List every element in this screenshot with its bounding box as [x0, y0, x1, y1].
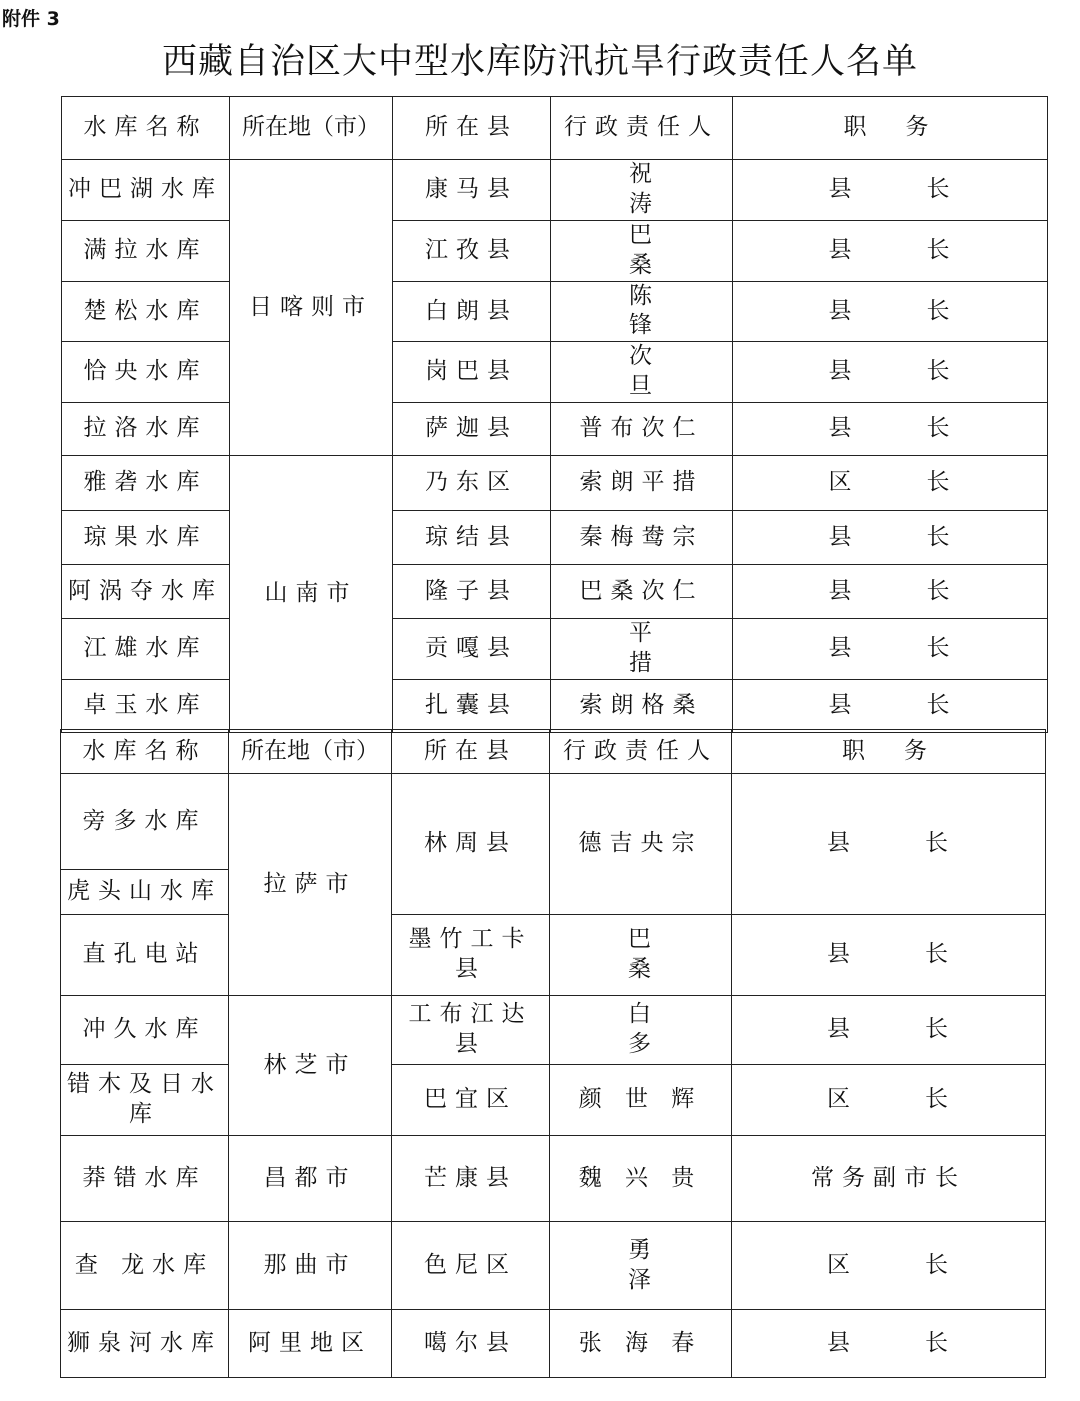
duty-title: 常务副市长: [732, 1136, 1046, 1222]
county-name: 工布江达县: [392, 996, 550, 1065]
reservoir-name: 狮泉河水库: [61, 1310, 229, 1378]
reservoir-name: 雅砻水库: [62, 456, 230, 511]
table-header-row: [62, 97, 1048, 160]
county-name: 岗巴县: [393, 342, 551, 403]
header-duty: 职 务: [733, 97, 1048, 160]
city-name: 山南市: [230, 456, 393, 733]
reservoir-name: 虎头山水库: [61, 870, 229, 915]
county-name: 芒康县: [392, 1136, 550, 1222]
reservoir-name: 恰央水库: [62, 342, 230, 403]
county-name: 贡嘎县: [393, 619, 551, 680]
reservoir-name: 直孔电站: [61, 915, 229, 996]
person-name: 张 海 春: [550, 1310, 732, 1378]
table-row: [62, 511, 1048, 565]
city-name: 那曲市: [229, 1222, 392, 1310]
header-county: 所在县: [393, 97, 551, 160]
duty-title: 区 长: [732, 1222, 1046, 1310]
county-name: 扎囊县: [393, 679, 551, 732]
person-name: 勇 泽: [550, 1222, 732, 1310]
header-city: 所在地（市）: [229, 730, 392, 774]
table-row: [61, 915, 1046, 996]
reservoir-name: 冲久水库: [61, 996, 229, 1065]
table-row: [62, 565, 1048, 619]
duty-title: 县 长: [732, 774, 1046, 915]
table-row: [62, 456, 1048, 511]
county-name: 色尼区: [392, 1222, 550, 1310]
table-row: [61, 1065, 1046, 1136]
city-name: 阿里地区: [229, 1310, 392, 1378]
table-row: [61, 1222, 1046, 1310]
person-name: 颜 世 辉: [550, 1065, 732, 1136]
table-row: [61, 774, 1046, 870]
county-name: 噶尔县: [392, 1310, 550, 1378]
county-name: 林周县: [392, 774, 550, 915]
responsibility-table-1: [61, 96, 1048, 733]
reservoir-name: 阿涡夺水库: [62, 565, 230, 619]
table-row: [62, 403, 1048, 456]
duty-title: 县 长: [733, 281, 1048, 342]
duty-title: 县 长: [733, 619, 1048, 680]
person-name: 索朗平措: [551, 456, 733, 511]
header-duty: 职 务: [732, 730, 1046, 774]
county-name: 康马县: [393, 160, 551, 221]
reservoir-name: 楚松水库: [62, 281, 230, 342]
duty-title: 县 长: [732, 915, 1046, 996]
person-name: 秦梅鸯宗: [551, 511, 733, 565]
duty-title: 县 长: [732, 1310, 1046, 1378]
duty-title: 县 长: [733, 220, 1048, 281]
duty-title: 县 长: [733, 403, 1048, 456]
county-name: 萨迦县: [393, 403, 551, 456]
reservoir-name: [61, 1065, 229, 1136]
county-name: 巴宜区: [392, 1065, 550, 1136]
person-name: 索朗格桑: [551, 679, 733, 732]
table-row: [62, 160, 1048, 221]
county-name: 江孜县: [393, 220, 551, 281]
table-row: [62, 342, 1048, 403]
reservoir-name: 旁多水库: [61, 774, 229, 870]
reservoir-name: 拉洛水库: [62, 403, 230, 456]
reservoir-name: 卓玉水库: [62, 679, 230, 732]
table-row: [62, 619, 1048, 680]
county-name: 隆子县: [393, 565, 551, 619]
table-row: [61, 996, 1046, 1065]
reservoir-name: 莽错水库: [61, 1136, 229, 1222]
header-county: 所在县: [392, 730, 550, 774]
duty-title: 区 长: [732, 1065, 1046, 1136]
person-name: 次 旦: [551, 342, 733, 403]
table-row: [61, 1310, 1046, 1378]
reservoir-name: 满拉水库: [62, 220, 230, 281]
header-reservoir: 水库名称: [62, 97, 230, 160]
duty-title: 县 长: [733, 679, 1048, 732]
table-row: [62, 220, 1048, 281]
header-city: 所在地（市）: [230, 97, 393, 160]
county-name: 白朗县: [393, 281, 551, 342]
table-row: [61, 1136, 1046, 1222]
person-name: 白 多: [550, 996, 732, 1065]
reservoir-name-line-2: 库: [129, 1101, 160, 1127]
responsibility-table-2: [60, 729, 1046, 1378]
reservoir-name-line-1: 错木及日水: [67, 1071, 222, 1098]
person-name: 祝 涛: [551, 160, 733, 221]
reservoir-name: 琼果水库: [62, 511, 230, 565]
county-name: 墨竹工卡县: [392, 915, 550, 996]
reservoir-name: 查 龙水库: [61, 1222, 229, 1310]
city-name: 林芝市: [229, 996, 392, 1136]
person-name: 平 措: [551, 619, 733, 680]
header-person: 行政责任人: [550, 730, 732, 774]
person-name: 德吉央宗: [550, 774, 732, 915]
duty-title: 县 长: [733, 511, 1048, 565]
duty-title: 县 长: [733, 160, 1048, 221]
reservoir-name: 冲巴湖水库: [62, 160, 230, 221]
person-name: 巴 桑: [551, 220, 733, 281]
county-name: 乃东区: [393, 456, 551, 511]
duty-title: 县 长: [733, 342, 1048, 403]
table-row: [62, 281, 1048, 342]
reservoir-name: 江雄水库: [62, 619, 230, 680]
header-reservoir: 水库名称: [61, 730, 229, 774]
duty-title: 县 长: [732, 996, 1046, 1065]
table-row: [62, 679, 1048, 732]
table-header-row: [61, 730, 1046, 774]
person-name: 巴 桑: [550, 915, 732, 996]
county-name: 琼结县: [393, 511, 551, 565]
document-title: 西藏自治区大中型水库防汛抗旱行政责任人名单: [161, 42, 918, 82]
duty-title: 县 长: [733, 565, 1048, 619]
city-name: 拉萨市: [229, 774, 392, 996]
city-name: 日喀则市: [230, 160, 393, 456]
person-name: 陈 锋: [551, 281, 733, 342]
person-name: 普布次仁: [551, 403, 733, 456]
person-name: 魏 兴 贵: [550, 1136, 732, 1222]
header-person: 行政责任人: [551, 97, 733, 160]
attachment-label: 附件 3: [2, 8, 60, 30]
city-name: 昌都市: [229, 1136, 392, 1222]
person-name: 巴桑次仁: [551, 565, 733, 619]
duty-title: 区 长: [733, 456, 1048, 511]
